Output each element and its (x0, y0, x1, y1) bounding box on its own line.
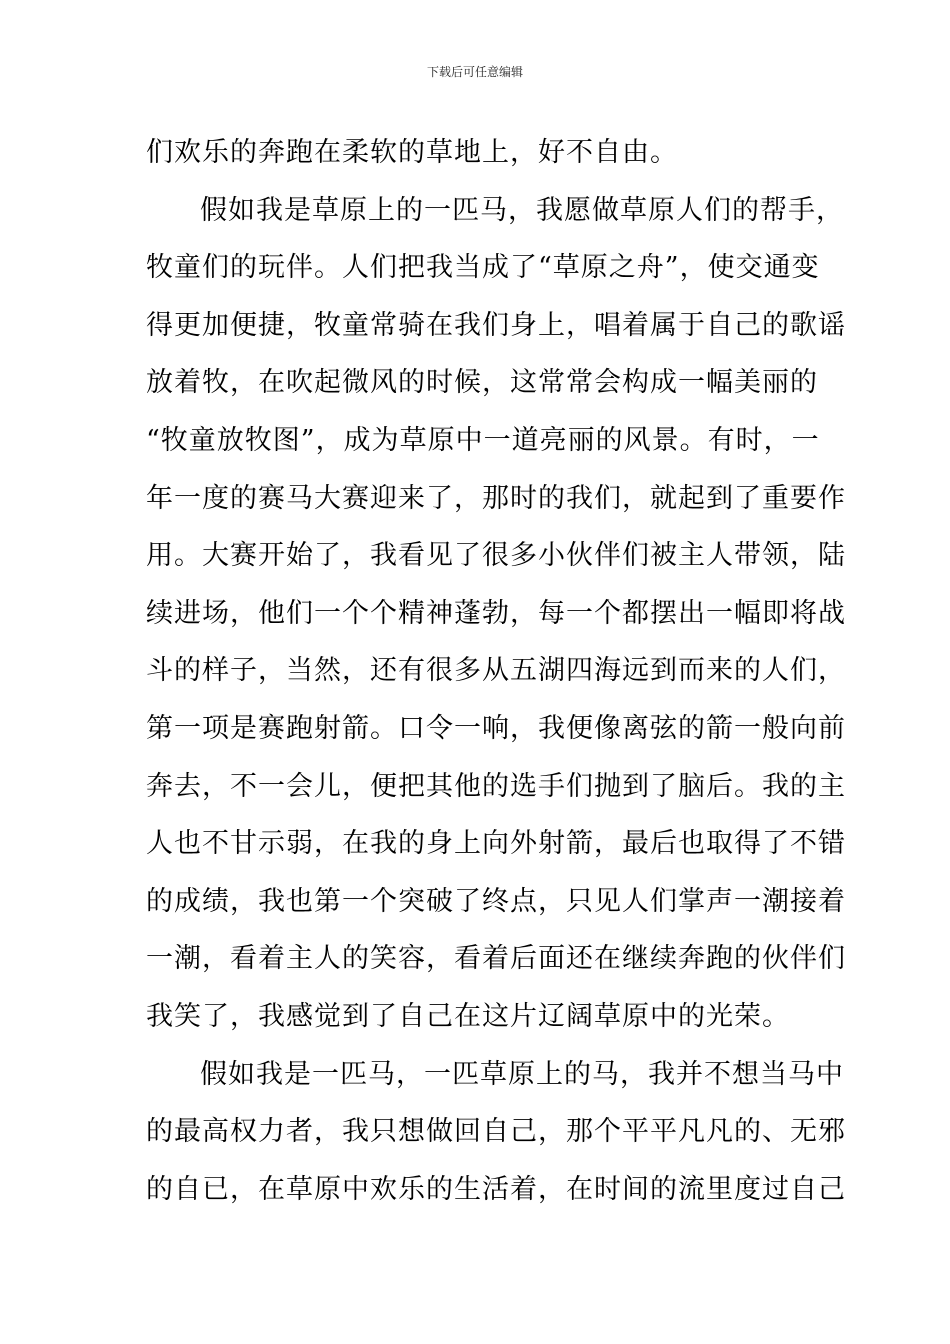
text-line: 奔去，不一会儿，便把其他的选手们抛到了脑后。我的主 (146, 770, 846, 802)
text-line: 一潮，看着主人的笑容，看着后面还在继续奔跑的伙伴们 (146, 943, 846, 975)
text-line: “牧童放牧图”，成为草原中一道亮丽的风景。有时，一 (146, 424, 820, 456)
text-line: 假如我是一匹马，一匹草原上的马，我并不想当马中 (200, 1058, 844, 1090)
text-line: 斗的样子，当然，还有很多从五湖四海远到而来的人们， (146, 655, 846, 687)
text-line: 第一项是赛跑射箭。口令一响，我便像离弦的箭一般向前 (146, 712, 846, 744)
text-line: 得更加便捷，牧童常骑在我们身上，唱着属于自己的歌谣 (146, 309, 846, 341)
text-line: 续进场，他们一个个精神蓬勃，每一个都摆出一幅即将战 (146, 597, 846, 629)
header-note: 下载后可任意编辑 (426, 65, 523, 79)
text-line: 我笑了，我感觉到了自己在这片辽阔草原中的光荣。 (146, 1000, 790, 1032)
text-line: 用。大赛开始了，我看见了很多小伙伴们被主人带领，陆 (146, 540, 846, 572)
text-line: 的自已，在草原中欢乐的生活着，在时间的流里度过自己 (146, 1173, 846, 1205)
text-line: 假如我是草原上的一匹马，我愿做草原人们的帮手， (200, 194, 844, 226)
text-line: 们欢乐的奔跑在柔软的草地上，好不自由。 (146, 137, 678, 168)
text-line: 放着牧，在吹起微风的时候，这常常会构成一幅美丽的 (146, 367, 818, 399)
document-body (146, 124, 846, 1218)
text-line: 年一度的赛马大赛迎来了，那时的我们，就起到了重要作 (146, 482, 846, 514)
text-line: 的最高权力者，我只想做回自己，那个平平凡凡的、无邪 (146, 1116, 846, 1148)
text-line: 人也不甘示弱，在我的身上向外射箭，最后也取得了不错 (146, 828, 846, 860)
text-line: 牧童们的玩伴。人们把我当成了“草原之舟”，使交通变 (146, 252, 820, 284)
text-line: 的成绩，我也第一个突破了终点，只见人们掌声一潮接着 (146, 885, 846, 917)
